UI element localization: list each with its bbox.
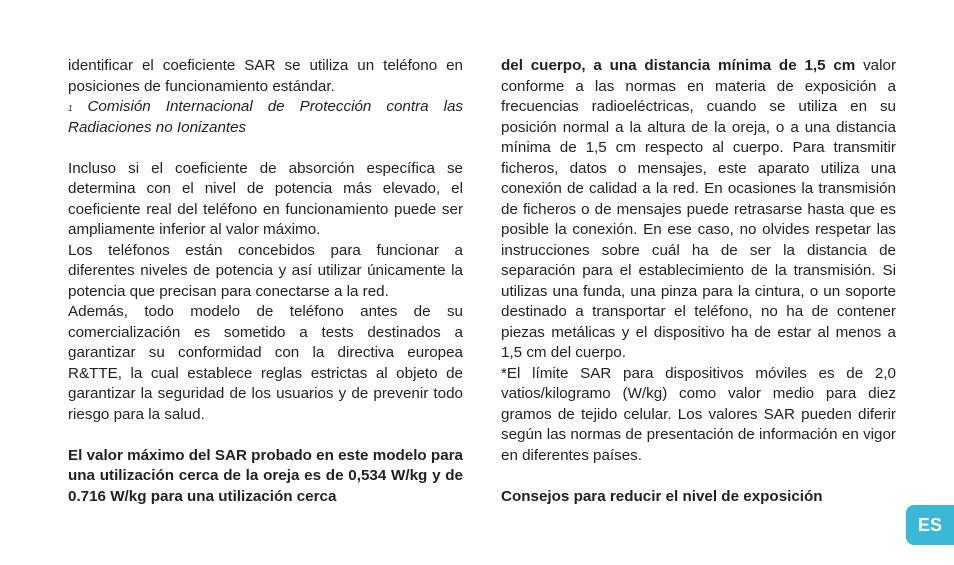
- footnote-mark: 1: [68, 104, 73, 113]
- footnote-text: Comisión Internacional de Protección contra las Radiaciones no Ionizantes: [68, 98, 463, 136]
- body-distance-bold: del cuerpo, a una distancia mínima de 1,5 cm: [501, 57, 856, 74]
- paragraph-directive: Además, todo modelo de teléfono antes de su comercialización es sometido a tests destinados a garantizar su conformidad con la directiva europea R&TTE, la cual establece reglas estrictas al objeto de garantizar la seguridad de los usuarios y de prevenir todo riesgo para la salud.: [68, 303, 463, 423]
- right-column: [501, 56, 896, 507]
- section-heading: Consejos para reducir el nivel de exposición: [501, 487, 823, 505]
- body-distance-text: valor conforme a las normas en materia de exposición a frecuencias radioeléctricas, cuando se utiliza en su posición normal a la altura de la oreja, o a una distancia mínima de 1,5 cm respecto al cuerpo. Para transmitir ficheros, datos o mensajes, este aparato utiliza una conexión de calidad a la red. En ocasiones la transmisión de ficheros o de mensajes puede retrasarse hasta que es posible la conexión. En ese caso, no olvides respetar las instrucciones sobre cuál ha de ser la distancia de separación para el establecimiento de la transmisión. Si utilizas una funda, una pinza para la cintura, o un soporte destinado a transportar el teléfono, no ha de contener piezas metálicas y el dispositivo ha de estar al menos a 1,5 cm del cuerpo.: [501, 57, 896, 361]
- paragraph-sar-value: El valor máximo del SAR probado en este modelo para una utilización cerca de la oreja es de 0,534 W/kg y de 0.716 W/kg para una utilización cerca: [68, 446, 463, 505]
- paragraph-body-distance: [501, 56, 896, 364]
- footnote: [68, 97, 463, 138]
- paragraph-gap: [68, 138, 463, 159]
- paragraph-sar-identification: identificar el coeficiente SAR se utiliza un teléfono en posiciones de funcionamiento estándar.: [68, 57, 463, 95]
- paragraph-gap: [501, 466, 896, 487]
- paragraph-absorption: Incluso si el coeficiente de absorción específica se determina con el nivel de potencia más elevado, el coeficiente real del teléfono en funcionamiento puede ser ampliamente inferior al valor máximo.: [68, 159, 463, 238]
- paragraph-gap: [68, 425, 463, 446]
- paragraph-sar-limit: *El límite SAR para dispositivos móviles es de 2,0 vatios/kilogramo (W/kg) como valor medio para diez gramos de tejido celular. Los valores SAR pueden diferir según las normas de presentación de información en vigor en diferentes países.: [501, 364, 896, 464]
- left-column: [68, 56, 463, 507]
- language-tab: ES: [906, 505, 954, 545]
- paragraph-power-levels: Los teléfonos están concebidos para funcionar a diferentes niveles de potencia y así utilizar únicamente la potencia que precisan para conectarse a la red.: [68, 241, 463, 300]
